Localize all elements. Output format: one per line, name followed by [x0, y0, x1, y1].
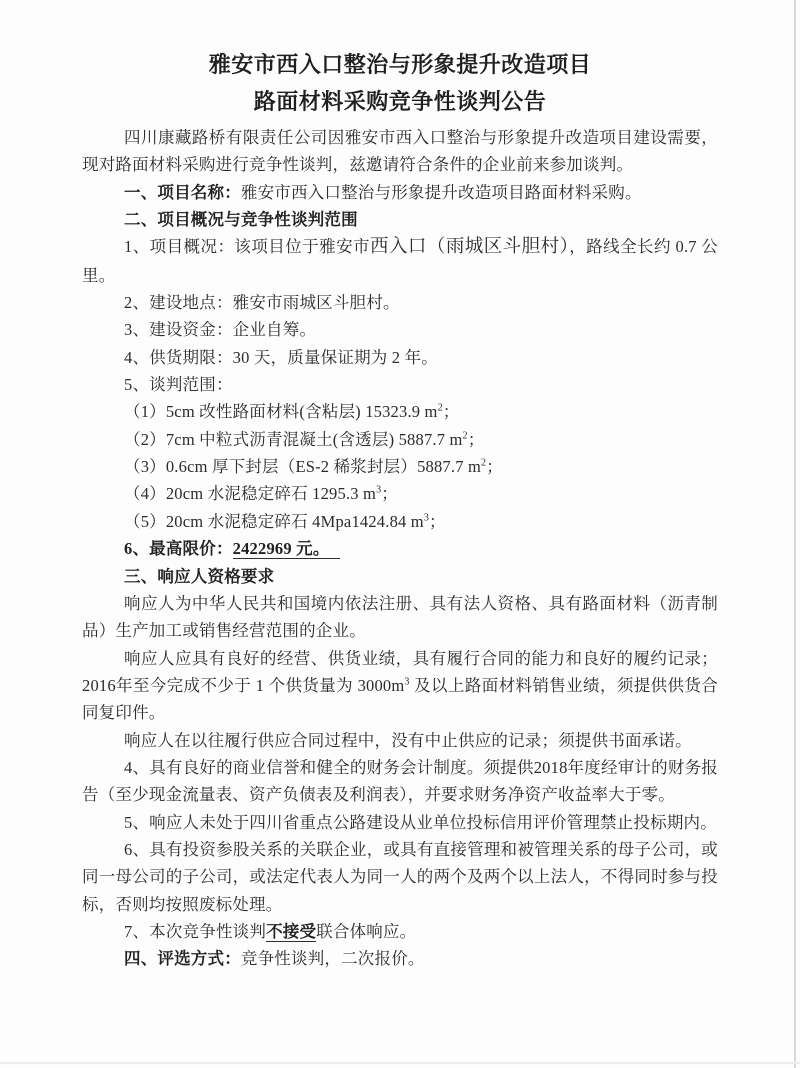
scope-item-1-text: （1）5cm 改性路面材料(含粘层) 15323.9 m [124, 402, 438, 422]
project-name-text: 雅安市西入口整治与形象提升改造项目路面材料采购。 [240, 182, 642, 202]
qualification-p1: 响应人为中华人民共和国境内依法注册、具有法人资格、具有路面材料（沥青制品）生产加工或销售经营范围的企业。 [82, 593, 718, 641]
scope-item-2 [82, 426, 718, 453]
funding-line: 3、建设资金：企业自筹。 [124, 320, 317, 340]
intro-paragraph: 四川康藏路桥有限责任公司因雅安市西入口整治与形象提升改造项目建设需要，现对路面材料采购进行竞争性谈判，兹邀请符合条件的企业前来参加谈判。 [82, 128, 718, 175]
project-name-line [82, 179, 718, 206]
qualification-p4: 4、具有良好的商业信誉和健全的财务会计制度。须提供2018年度经审计的财务报告（至少现金流量表、资产负债表及利润表），并要求财务净资产收益率大于零。 [82, 757, 718, 805]
scope-item-2-text: （2）7cm 中粒式沥青混凝土(含透层) 5887.7 m [124, 429, 463, 449]
scan-edge-right [794, 0, 796, 1068]
section2-heading: 二、项目概况与竞争性谈判范围 [124, 210, 358, 230]
scope-item-4-sup: 3 [376, 484, 382, 496]
qualification-p7-pre: 7、本次竞争性谈判 [124, 921, 267, 941]
qualification-p5: 5、响应人未处于四川省重点公路建设从业单位投标信用评价管理禁止投标期内。 [124, 812, 717, 832]
qualification-p2-sup: 3 [404, 676, 410, 688]
max-price-line [82, 535, 718, 562]
scope-item-1-sup: 2 [437, 402, 443, 414]
scope-item-4 [82, 480, 718, 507]
scope-item-1-end: ； [442, 402, 460, 422]
document-body [82, 124, 718, 973]
scan-edge-bottom [0, 1062, 800, 1064]
location-line: 2、建设地点：雅安市雨城区斗胆村。 [124, 293, 400, 313]
scope-item-5-text: （5）20cm 水泥稳定碎石 4Mpa1424.84 m [124, 511, 424, 531]
max-price-label: 6、最高限价： [124, 539, 233, 559]
scope-item-4-text: （4）20cm 水泥稳定碎石 1295.3 m [124, 484, 377, 504]
scope-item-3 [82, 453, 718, 480]
scope-item-3-text: （3）0.6cm 厚下封层（ES-2 稀浆封层）5887.7 m [124, 457, 482, 477]
section3-heading: 三、响应人资格要求 [124, 566, 275, 586]
scope-item-5-end: ； [429, 511, 446, 531]
max-price-value: 2422969 元。 [233, 539, 340, 559]
overview-post: ，路线全长约 0.7 公里。 [82, 237, 718, 285]
qualification-p2 [82, 645, 718, 727]
scope-label-line: 5、谈判范围： [124, 375, 233, 395]
qualification-p2-end: 及以上路面材料销售业绩，须提供供货合同复印件。 [82, 675, 718, 723]
scope-item-2-end: ； [467, 429, 485, 449]
project-name-label: 一、项目名称： [124, 182, 241, 202]
qualification-p7-post: 联合体响应。 [316, 921, 417, 941]
project-overview-line [82, 233, 718, 289]
section4-line [82, 945, 718, 972]
overview-pre: 该项目位于雅安市 [234, 237, 371, 257]
scope-item-5 [82, 508, 718, 535]
qualification-p2-text: 响应人应具有良好的经营、供货业绩，具有履行合同的能力和良好的履约记录；2016年至今完成不少于 1 个供货量为 3000m [82, 648, 718, 695]
qualification-p6: 6、具有投资参股关系的关联企业，或具有直接管理和被管理关系的母子公司，或同一母公司的子公司，或法定代表人为同一人的两个及两个以上法人，不得同时参与投标，否则均按照废标处理。 [82, 839, 718, 914]
document-title-line2: 路面材料采购竞争性谈判公告 [253, 89, 547, 114]
delivery-line: 4、供货期限：30 天，质量保证期为 2 年。 [124, 347, 438, 367]
overview-label: 1、项目概况： [124, 237, 235, 257]
scope-item-3-sup: 2 [481, 457, 487, 469]
scope-item-1 [82, 398, 718, 425]
scope-item-3-end: ； [486, 457, 503, 477]
qualification-p3: 响应人在以往履行供应合同过程中，没有中止供应的记录；须提供书面承诺。 [124, 730, 692, 750]
qualification-p7 [82, 918, 718, 945]
document-title-line1: 雅安市西入口整治与形象提升改造项目 [208, 52, 592, 77]
section4-text: 竞争性谈判，二次报价。 [240, 949, 425, 969]
scope-item-4-end: ； [381, 484, 398, 504]
overview-highlight: 西入口（雨城区斗胆村） [370, 237, 570, 258]
section4-label: 四、评选方式： [124, 949, 241, 969]
scope-item-5-sup: 3 [423, 512, 430, 524]
scope-item-2-sup: 2 [462, 430, 468, 442]
qualification-p7-emphasis: 不接受 [266, 921, 317, 941]
